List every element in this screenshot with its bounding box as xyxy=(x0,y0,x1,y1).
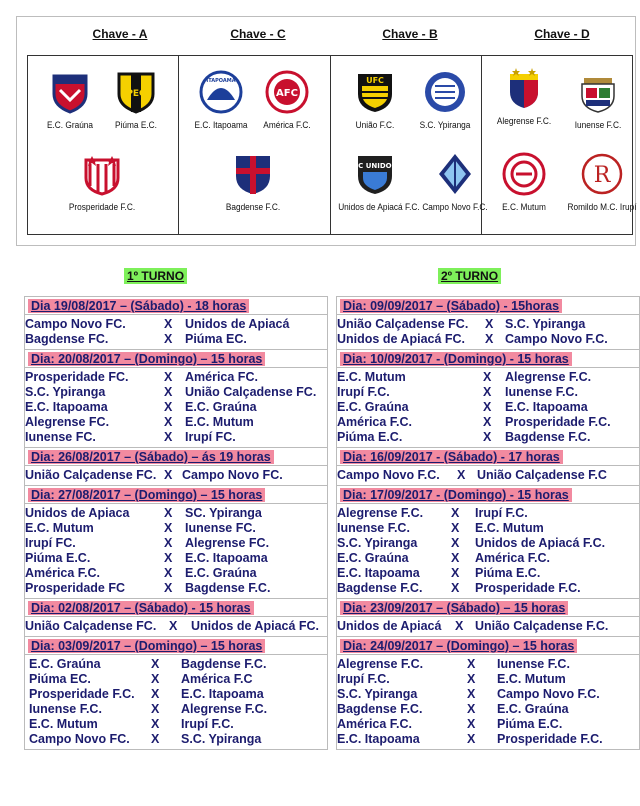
away-team: E.C. Graúna xyxy=(185,400,257,414)
home-team: Bagdense F.C. xyxy=(337,581,423,595)
match-list xyxy=(25,315,327,349)
away-team: E.C. Mutum xyxy=(497,672,566,686)
home-team: Campo Novo F.C. xyxy=(337,468,440,482)
versus-mark: X xyxy=(467,732,476,746)
svg-text:UFC: UFC xyxy=(365,76,384,85)
match-row xyxy=(337,332,639,347)
svg-text:PEC: PEC xyxy=(126,89,146,99)
versus-mark: X xyxy=(151,672,160,686)
versus-mark: X xyxy=(467,702,476,716)
match-day-header xyxy=(337,297,639,315)
match-day-date: Dia: 24/09/2017 – (Domingo) – 15 horas xyxy=(340,639,577,653)
away-team: E.C. Graúna xyxy=(185,566,257,580)
match-row xyxy=(337,506,639,521)
away-team: Piúma EC. xyxy=(185,332,247,346)
away-team: América FC. xyxy=(185,370,258,384)
away-team: Unidos de Apiacá FC. xyxy=(191,619,320,633)
match-day xyxy=(24,447,328,486)
match-list xyxy=(337,315,639,349)
match-day-header xyxy=(337,486,639,504)
ypiranga-crest-icon xyxy=(423,70,467,114)
away-team: Alegrense F.C. xyxy=(181,702,268,716)
match-day xyxy=(24,485,328,599)
away-team: Unidos de Apiacá F.C. xyxy=(475,536,606,550)
match-row xyxy=(337,430,639,445)
itapoama-crest-icon xyxy=(199,70,243,114)
versus-mark: X xyxy=(164,430,173,444)
home-team: E.C. Graúna xyxy=(337,551,409,565)
iunense-crest-icon xyxy=(576,70,620,114)
away-team: S.C. Ypiranga xyxy=(181,732,262,746)
versus-mark: X xyxy=(483,415,492,429)
group-title-b: Chave - B xyxy=(382,27,438,41)
versus-mark: X xyxy=(164,385,173,399)
america-crest-icon xyxy=(265,70,309,114)
match-day-date: Dia: 02/08/2017 – (Sábado) - 15 horas xyxy=(28,601,254,615)
home-team: E.C. Graúna xyxy=(29,657,101,671)
team-mutum xyxy=(484,152,564,212)
away-team: E.C. Itapoama xyxy=(181,687,264,701)
match-row xyxy=(337,400,639,415)
match-day-header xyxy=(25,637,327,655)
away-team: E.C. Mutum xyxy=(185,415,254,429)
uniao-crest-icon xyxy=(353,70,397,114)
match-day-header xyxy=(337,637,639,655)
match-day-header xyxy=(25,350,327,368)
match-list xyxy=(337,655,639,749)
group-title-c: Chave - C xyxy=(230,27,286,41)
match-row xyxy=(25,415,327,430)
team-name: Campo Novo F.C. xyxy=(421,202,488,212)
match-row xyxy=(337,415,639,430)
away-team: América F.C. xyxy=(475,551,551,565)
home-team: E.C. Mutum xyxy=(29,717,98,731)
versus-mark: X xyxy=(164,370,173,384)
home-team: Piúma EC. xyxy=(29,672,91,686)
team-name: Piúma E.C. xyxy=(115,120,157,130)
match-row xyxy=(25,672,327,687)
home-team: União Calçadense FC. xyxy=(337,317,469,331)
match-day xyxy=(336,296,640,350)
team-name: Bagdense F.C. xyxy=(226,202,281,212)
group-titles xyxy=(17,27,635,47)
match-day-date: Dia: 03/09/2017 – (Domingo) – 15 horas xyxy=(28,639,265,653)
match-day xyxy=(24,296,328,350)
home-team: Prosperidade FC. xyxy=(25,370,129,384)
match-row xyxy=(337,717,639,732)
home-team: América F.C. xyxy=(25,566,101,580)
match-day xyxy=(24,349,328,448)
away-team: Prosperidade F.C. xyxy=(505,415,611,429)
match-day-header xyxy=(25,297,327,315)
home-team: União Calçadense FC. xyxy=(25,619,157,633)
away-team: Iunense F.C. xyxy=(497,657,570,671)
away-team: Bagdense F.C. xyxy=(185,581,271,595)
group-title-d: Chave - D xyxy=(534,27,590,41)
away-team: Campo Novo FC. xyxy=(182,468,283,482)
match-day-date: Dia: 23/09/2017 – (Sábado) – 15 horas xyxy=(340,601,568,615)
mutum-crest-icon xyxy=(502,152,546,196)
match-row xyxy=(25,566,327,581)
match-day xyxy=(336,636,640,750)
team-bagdense xyxy=(213,152,293,212)
home-team: E.C. Graúna xyxy=(337,400,409,414)
away-team: E.C. Itapoama xyxy=(185,551,268,565)
groups-panel xyxy=(16,16,636,246)
match-row xyxy=(337,536,639,551)
home-team: S.C. Ypiranga xyxy=(337,687,418,701)
match-list xyxy=(337,617,639,636)
team-name: E.C. Mutum xyxy=(501,202,546,212)
match-row xyxy=(25,370,327,385)
group-d xyxy=(482,56,637,234)
versus-mark: X xyxy=(451,506,460,520)
match-row xyxy=(25,430,327,445)
match-row xyxy=(25,657,327,672)
match-row xyxy=(337,551,639,566)
home-team: Piúma E.C. xyxy=(337,430,403,444)
svg-text:R: R xyxy=(593,163,611,188)
team-name: Unidos de Apiacá F.C. xyxy=(337,202,420,212)
match-row xyxy=(25,717,327,732)
away-team: América F.C xyxy=(181,672,253,686)
team-name: União F.C. xyxy=(355,120,394,130)
team-unidos xyxy=(335,152,420,212)
versus-mark: X xyxy=(151,702,160,716)
away-team: Iunense F.C. xyxy=(505,385,578,399)
match-list xyxy=(25,504,327,598)
home-team: Irupí F.C. xyxy=(337,672,390,686)
team-name: E.C. Itapoama xyxy=(194,120,248,130)
team-iunense xyxy=(558,70,638,130)
home-team: Iunense F.C. xyxy=(337,521,410,535)
match-day-header xyxy=(25,448,327,466)
home-team: Bagdense FC. xyxy=(25,332,109,346)
match-row xyxy=(337,619,639,634)
away-team: E.C. Itapoama xyxy=(505,400,588,414)
match-row xyxy=(25,400,327,415)
grauna-crest-icon xyxy=(48,70,92,114)
versus-mark: X xyxy=(164,536,173,550)
versus-mark: X xyxy=(451,566,460,580)
versus-mark: X xyxy=(164,468,173,482)
away-team: Campo Novo F.C. xyxy=(505,332,608,346)
match-day xyxy=(336,447,640,486)
away-team: E.C. Mutum xyxy=(475,521,544,535)
match-day-date: Dia 19/08/2017 – (Sábado) - 18 horas xyxy=(28,299,249,313)
groups-table xyxy=(27,55,637,235)
away-team: União Calçadense F.C. xyxy=(475,619,609,633)
home-team: S.C. Ypiranga xyxy=(25,385,106,399)
home-team: União Calçadense FC. xyxy=(25,468,157,482)
versus-mark: X xyxy=(467,717,476,731)
match-day xyxy=(24,636,328,750)
versus-mark: X xyxy=(151,732,160,746)
svg-text:ITAPOAMA: ITAPOAMA xyxy=(206,78,236,84)
turno-1-heading: 1º TURNO xyxy=(124,268,187,284)
match-row xyxy=(337,657,639,672)
away-team: SC. Ypiranga xyxy=(185,506,262,520)
versus-mark: X xyxy=(483,430,492,444)
match-row xyxy=(25,506,327,521)
match-row xyxy=(25,521,327,536)
match-day-date: Dia: 27/08/2017 – (Domingo) – 15 horas xyxy=(28,488,265,502)
romildo-crest-icon xyxy=(580,152,624,196)
away-team: S.C. Ypiranga xyxy=(505,317,586,331)
match-day xyxy=(336,598,640,637)
match-row xyxy=(337,385,639,400)
home-team: Prosperidade FC xyxy=(25,581,126,595)
away-team: Prosperidade F.C. xyxy=(475,581,581,595)
svg-text:FC UNIDOS: FC UNIDOS xyxy=(352,162,397,170)
home-team: Alegrense F.C. xyxy=(337,506,424,520)
team-name: Prosperidade F.C. xyxy=(68,202,136,212)
away-team: União Calçadense F.C xyxy=(477,468,607,482)
team-prosperidade xyxy=(62,152,142,212)
away-team: Piúma E.C. xyxy=(475,566,541,580)
match-row xyxy=(25,551,327,566)
match-row xyxy=(25,385,327,400)
match-list xyxy=(25,655,327,749)
match-row xyxy=(337,317,639,332)
group-a xyxy=(28,56,179,234)
match-row xyxy=(25,317,327,332)
home-team: Unidos de Apiacá xyxy=(337,619,442,633)
match-list xyxy=(337,368,639,447)
match-row xyxy=(25,619,327,634)
team-name: S.C. Ypiranga xyxy=(419,120,470,130)
team-name: Romildo M.C. Irupí xyxy=(567,202,637,212)
away-team: E.C. Graúna xyxy=(497,702,569,716)
away-team: Iunense FC. xyxy=(185,521,256,535)
match-row xyxy=(337,566,639,581)
versus-mark: X xyxy=(451,551,460,565)
group-c xyxy=(179,56,330,234)
team-name: Alegrense F.C. xyxy=(496,116,551,126)
versus-mark: X xyxy=(485,317,494,331)
versus-mark: X xyxy=(164,521,173,535)
versus-mark: X xyxy=(451,521,460,535)
home-team: E.C. Itapoama xyxy=(25,400,108,414)
home-team: S.C. Ypiranga xyxy=(337,536,418,550)
match-day-header xyxy=(337,448,639,466)
versus-mark: X xyxy=(457,468,466,482)
away-team: Alegrense FC. xyxy=(185,536,270,550)
piuma-crest-icon xyxy=(114,70,158,114)
match-day-date: Dia: 17/09/2017 - (Domingo) - 15 horas xyxy=(340,488,572,502)
away-team: Irupí FC. xyxy=(185,430,236,444)
match-row xyxy=(337,687,639,702)
match-row xyxy=(337,732,639,747)
match-day xyxy=(24,598,328,637)
match-row xyxy=(337,521,639,536)
versus-mark: X xyxy=(467,657,476,671)
versus-mark: X xyxy=(164,506,173,520)
versus-mark: X xyxy=(485,332,494,346)
away-team: Campo Novo F.C. xyxy=(497,687,600,701)
versus-mark: X xyxy=(164,317,173,331)
home-team: E.C. Itapoama xyxy=(337,566,420,580)
away-team: União Calçadense FC. xyxy=(185,385,317,399)
team-name: E.C. Graúna xyxy=(46,120,94,130)
match-row xyxy=(337,581,639,596)
home-team: América F.C. xyxy=(337,717,413,731)
versus-mark: X xyxy=(164,566,173,580)
away-team: Irupí F.C. xyxy=(475,506,528,520)
match-day xyxy=(336,485,640,599)
versus-mark: X xyxy=(483,400,492,414)
home-team: E.C. Itapoama xyxy=(337,732,420,746)
versus-mark: X xyxy=(483,385,492,399)
match-row xyxy=(337,370,639,385)
team-piuma xyxy=(96,70,176,130)
match-list xyxy=(25,617,327,636)
match-row xyxy=(25,581,327,596)
home-team: Piúma E.C. xyxy=(25,551,91,565)
versus-mark: X xyxy=(451,536,460,550)
unidos-crest-icon xyxy=(353,152,397,196)
versus-mark: X xyxy=(164,332,173,346)
away-team: Unidos de Apiacá xyxy=(185,317,290,331)
match-row xyxy=(25,702,327,717)
match-row xyxy=(25,332,327,347)
away-team: Alegrense F.C. xyxy=(505,370,592,384)
turno-2-heading: 2º TURNO xyxy=(438,268,501,284)
home-team: Iunense FC. xyxy=(25,430,96,444)
versus-mark: X xyxy=(455,619,464,633)
home-team: Unidos de Apiaca xyxy=(25,506,130,520)
home-team: Bagdense F.C. xyxy=(337,702,423,716)
home-team: Irupí FC. xyxy=(25,536,76,550)
versus-mark: X xyxy=(451,581,460,595)
versus-mark: X xyxy=(164,581,173,595)
match-row xyxy=(25,732,327,747)
bagdense-crest-icon xyxy=(231,152,275,196)
team-america xyxy=(247,70,327,130)
versus-mark: X xyxy=(467,687,476,701)
match-row xyxy=(337,468,639,483)
match-day-date: Dia: 16/09/2017 - (Sábado) - 17 horas xyxy=(340,450,563,464)
match-day-date: Dia: 20/08/2017 – (Domingo) – 15 horas xyxy=(28,352,265,366)
match-row xyxy=(337,702,639,717)
versus-mark: X xyxy=(169,619,178,633)
versus-mark: X xyxy=(467,672,476,686)
home-team: Unidos de Apiacá FC. xyxy=(337,332,466,346)
team-ypiranga xyxy=(405,70,485,130)
team-romildo xyxy=(562,152,640,212)
home-team: Irupí F.C. xyxy=(337,385,390,399)
away-team: Bagdense F.C. xyxy=(181,657,267,671)
alegrense-crest-icon xyxy=(502,66,546,110)
home-team: E.C. Mutum xyxy=(337,370,406,384)
home-team: Iunense F.C. xyxy=(29,702,102,716)
home-team: Campo Novo FC. xyxy=(25,317,126,331)
match-row xyxy=(25,468,327,483)
match-list xyxy=(25,368,327,447)
versus-mark: X xyxy=(164,415,173,429)
match-day-header xyxy=(25,486,327,504)
match-row xyxy=(25,536,327,551)
team-name: Iunense F.C. xyxy=(574,120,621,130)
versus-mark: X xyxy=(164,400,173,414)
away-team: Piúma E.C. xyxy=(497,717,563,731)
team-alegrense xyxy=(484,66,564,126)
away-team: Irupí F.C. xyxy=(181,717,234,731)
match-list xyxy=(337,504,639,598)
away-team: Prosperidade F.C. xyxy=(497,732,603,746)
home-team: Prosperidade F.C. xyxy=(29,687,135,701)
match-day-header xyxy=(337,350,639,368)
campo-novo-crest-icon xyxy=(433,152,477,196)
group-title-a: Chave - A xyxy=(92,27,148,41)
match-day-date: Dia: 26/08/2017 – (Sábado) – ás 19 horas xyxy=(28,450,274,464)
home-team: América F.C. xyxy=(337,415,413,429)
match-list xyxy=(337,466,639,485)
svg-text:AFC: AFC xyxy=(276,88,299,99)
match-day-header xyxy=(25,599,327,617)
home-team: Alegrense FC. xyxy=(25,415,110,429)
match-day-date: Dia: 10/09/2017 - (Domingo) - 15 horas xyxy=(340,352,572,366)
away-team: Bagdense F.C. xyxy=(505,430,591,444)
versus-mark: X xyxy=(483,370,492,384)
match-row xyxy=(25,687,327,702)
match-row xyxy=(337,672,639,687)
home-team: Campo Novo FC. xyxy=(29,732,130,746)
versus-mark: X xyxy=(151,657,160,671)
group-b xyxy=(331,56,488,234)
versus-mark: X xyxy=(164,551,173,565)
team-name: América F.C. xyxy=(263,120,311,130)
versus-mark: X xyxy=(151,687,160,701)
prosperidade-crest-icon xyxy=(80,152,124,196)
match-list xyxy=(25,466,327,485)
home-team: Alegrense F.C. xyxy=(337,657,424,671)
match-day-date: Dia: 09/09/2017 – (Sábado) - 15horas xyxy=(340,299,562,313)
home-team: E.C. Mutum xyxy=(25,521,94,535)
versus-mark: X xyxy=(151,717,160,731)
team-uniao xyxy=(335,70,415,130)
match-day xyxy=(336,349,640,448)
match-day-header xyxy=(337,599,639,617)
